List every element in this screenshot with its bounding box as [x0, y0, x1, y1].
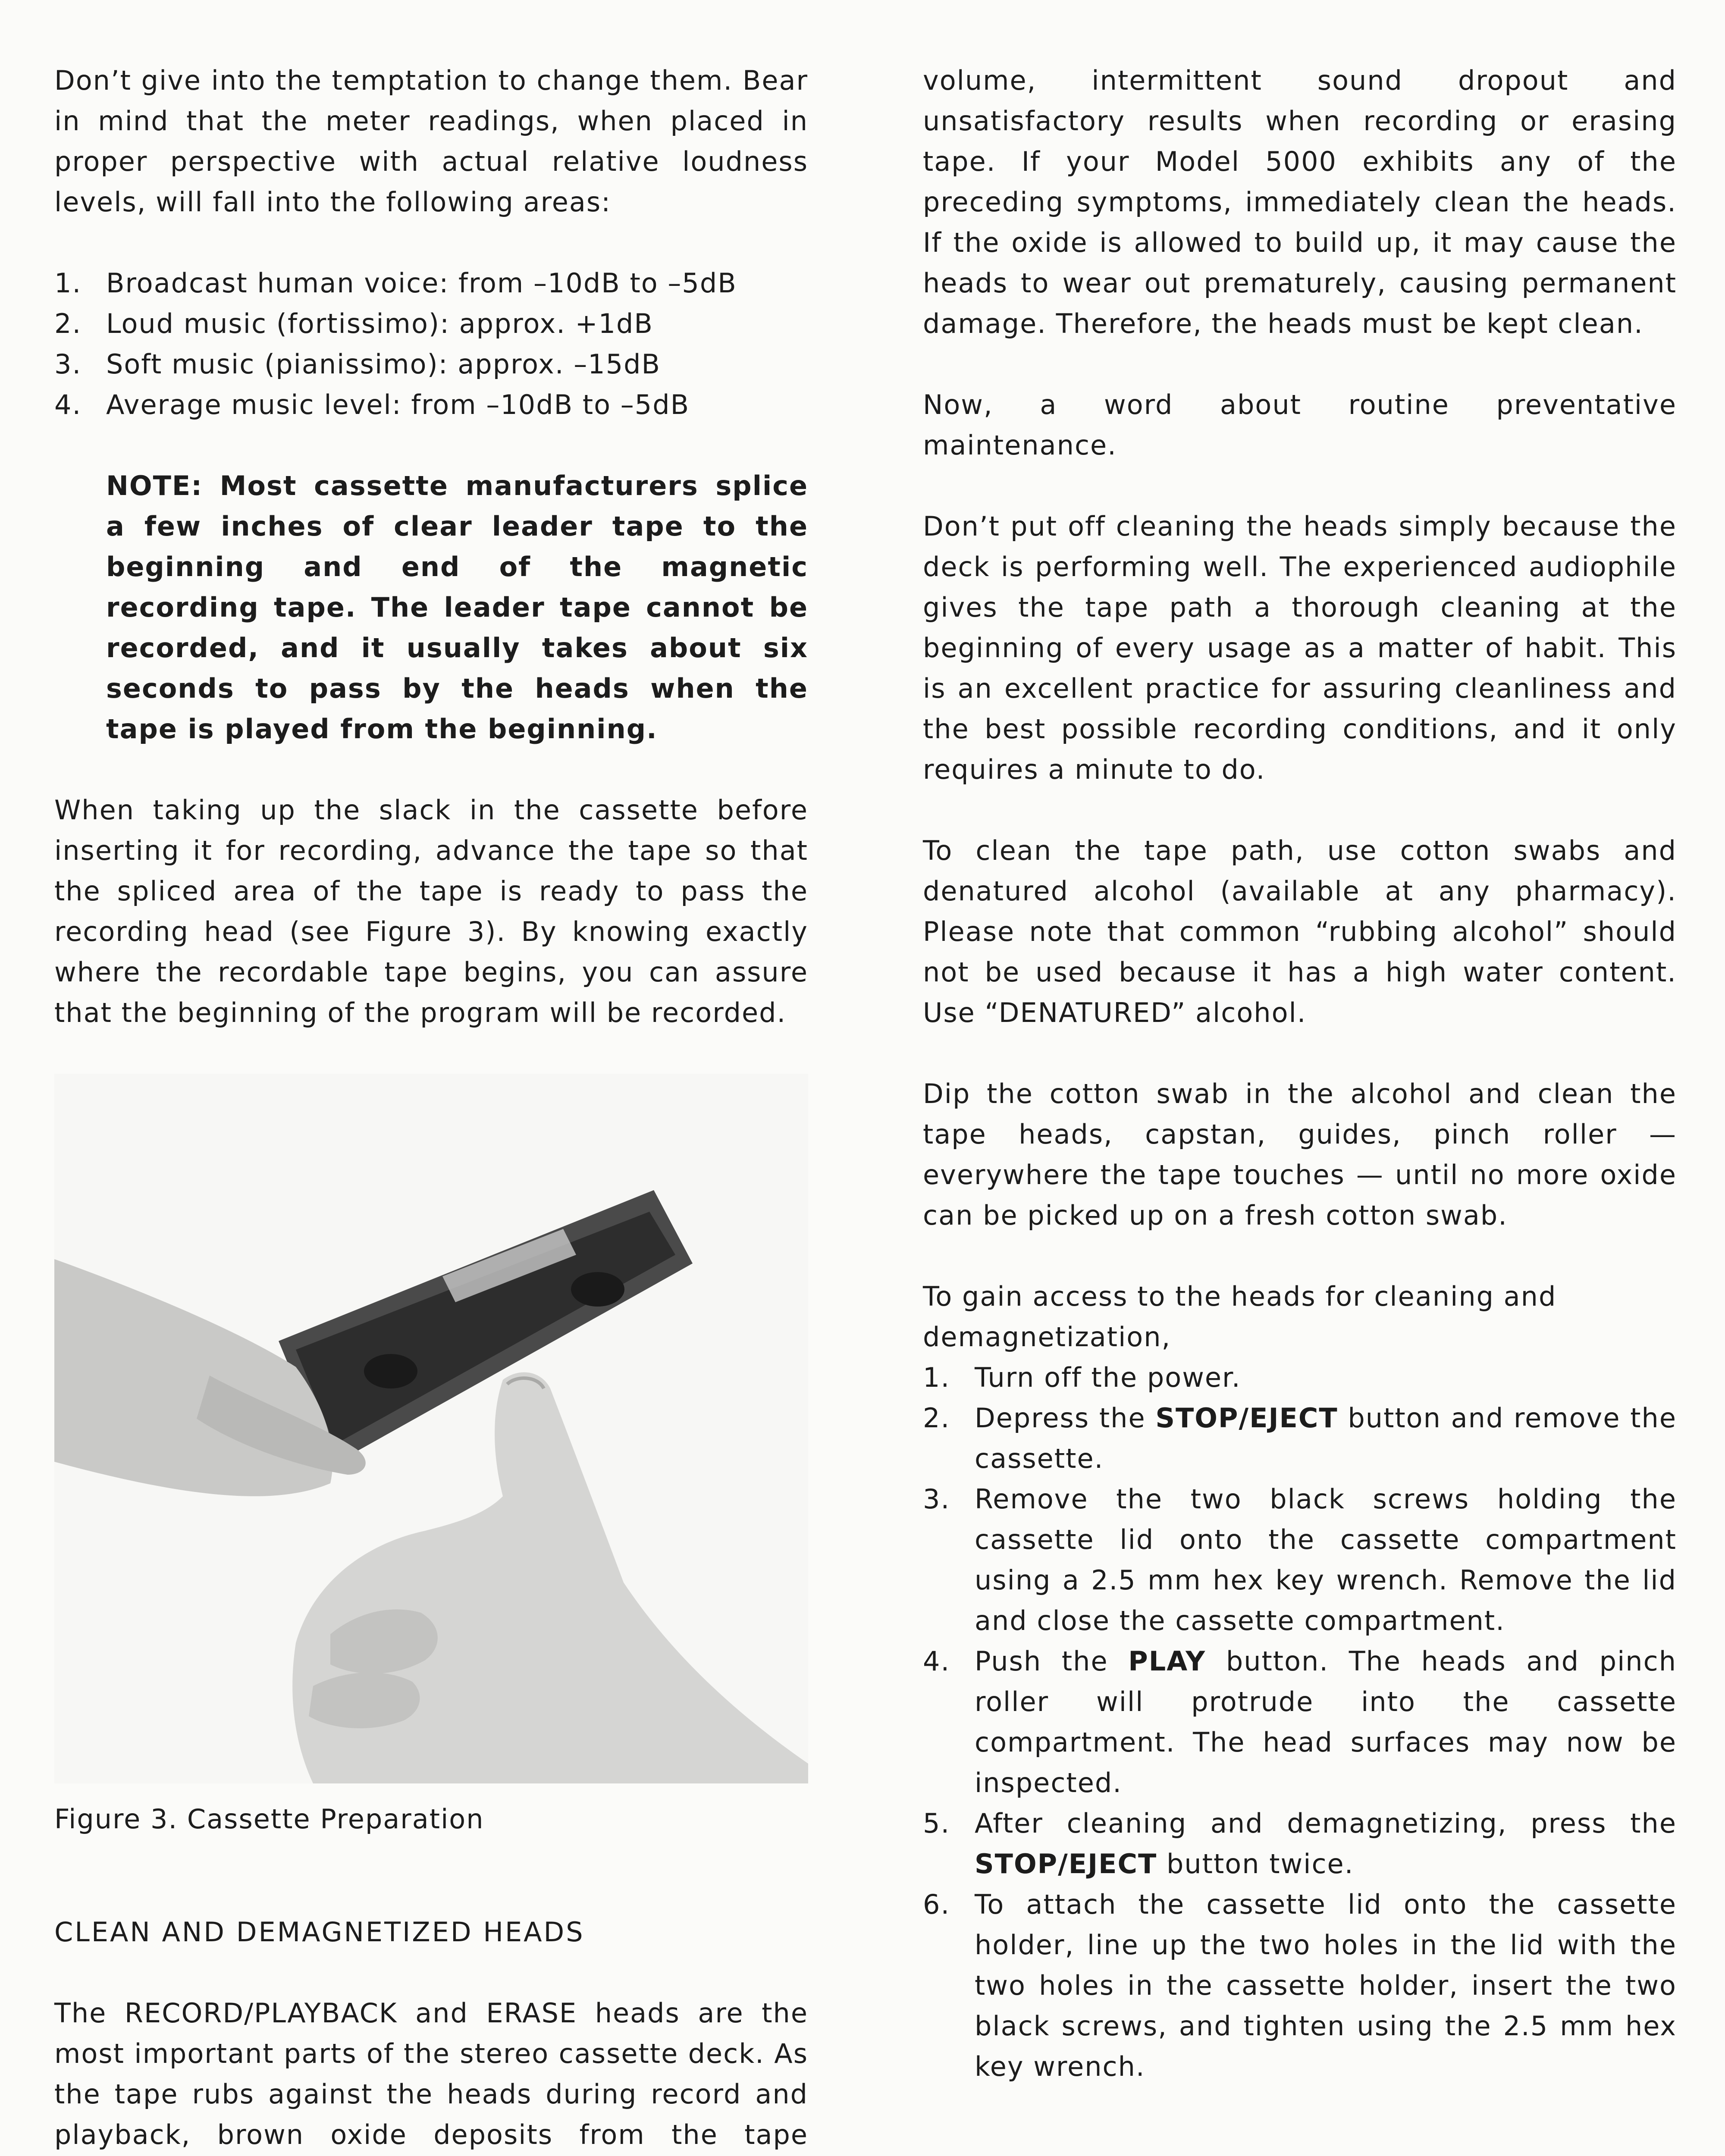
step-text-part: After cleaning and demagnetizing, press the: [975, 1808, 1677, 1839]
step-text: [975, 1398, 1677, 1479]
list-item: [54, 344, 808, 385]
access-intro: To gain access to the heads for cleaning and demagnetization,: [923, 1281, 1557, 1353]
step-number: 5.: [923, 1808, 950, 1839]
list-item-text: Loud music (fortissimo): approx. +1dB: [106, 308, 653, 339]
step-number: 1.: [923, 1362, 950, 1393]
step-number: 3.: [923, 1483, 950, 1515]
right-column: [923, 60, 1677, 2156]
step-text: [975, 1357, 1677, 1398]
step-text-part: Depress the: [975, 1402, 1156, 1434]
list-item: [54, 263, 808, 304]
step-text-part: Remove the two black screws holding the cassette lid onto the cassette compartment using a 2.5 mm hex key wrench. Remove the lid and close the cassette compartment.: [975, 1483, 1677, 1636]
step-number: 4.: [923, 1645, 950, 1677]
clean-path-paragraph: To clean the tape path, use cotton swabs and denatured alcohol (available at any pharmacy). Please note that common “rubbing alcohol” should not be used because it has a high water content. Use “DENATURED” alcohol.: [923, 835, 1677, 1028]
left-column: [54, 60, 808, 2156]
step-text-part: Turn off the power.: [975, 1362, 1241, 1393]
step-text-part: button twice.: [1157, 1848, 1354, 1880]
list-item: [54, 304, 808, 344]
list-item: [923, 1641, 1677, 1803]
step-text: [975, 1884, 1677, 2087]
cassette-photo: [54, 1074, 808, 1783]
leader-tape-note: NOTE: Most cassette manufacturers splice a few inches of clear leader tape to the beginning and end of the magnetic recording tape. The leader tape cannot be recorded, and it usually takes about six seconds to pass by the heads when the tape is played from the beginning.: [106, 470, 808, 745]
list-item: [923, 1357, 1677, 1398]
access-steps-list: [923, 1357, 1677, 2087]
list-item: [923, 1479, 1677, 1641]
list-item-number: 4.: [54, 389, 82, 420]
figure-caption: Figure 3. Cassette Preparation: [54, 1803, 484, 1835]
dip-paragraph: Dip the cotton swab in the alcohol and clean the tape heads, capstan, guides, pinch roller — everywhere the tape touches — until no more oxide can be picked up on a fresh cotton swab.: [923, 1078, 1677, 1231]
slack-paragraph: When taking up the slack in the cassette before inserting it for recording, advance the tape so that the spliced area of the tape is ready to pass the recording head (see Figure 3). By knowing exactly where the recordable tape begins, you can assure that the beginning of the program will be recorded.: [54, 794, 808, 1028]
step-text: [975, 1641, 1677, 1803]
habit-paragraph: Don’t put off cleaning the heads simply because the deck is performing well. The experienced audiophile gives the tape path a thorough cleaning at the beginning of every usage as a matter of habit. This is an excellent practice for assuring cleanliness and the best possible recording conditions, and it only requires a minute to do.: [923, 511, 1677, 785]
step-text-part: button. The heads and pinch roller will protrude into the cassette compartment. The head surfaces may now be inspected.: [975, 1645, 1677, 1799]
section-heading: CLEAN AND DEMAGNETIZED HEADS: [54, 1916, 585, 1948]
meter-levels-list: [54, 263, 808, 425]
list-item-text: Broadcast human voice: from –10dB to –5dB: [106, 267, 737, 299]
step-number: 6.: [923, 1889, 950, 1920]
step-text-part: button and remove the cassette.: [975, 1402, 1677, 1474]
step-text-part: To attach the cassette lid onto the cassette holder, line up the two holes in the lid with the two holes in the cassette holder, insert the two black screws, and tighten using the 2.5 mm hex key wrench.: [975, 1889, 1677, 2082]
list-item: [923, 1398, 1677, 1479]
maintenance-paragraph: Now, a word about routine preventative maintenance.: [923, 389, 1677, 461]
step-number: 2.: [923, 1402, 950, 1434]
step-text: [975, 1479, 1677, 1641]
heads-paragraph: The RECORD/PLAYBACK and ERASE heads are the most important parts of the stereo cassette deck. As the tape rubs against the heads during record and playback, brown oxide deposits from the tape: [54, 1997, 808, 2150]
list-item-text: Soft music (pianissimo): approx. –15dB: [106, 348, 661, 380]
continued-paragraph: volume, intermittent sound dropout and unsatisfactory results when recording or erasing tape. If your Model 5000 exhibits any of the preceding symptoms, immediately clean the heads. If the oxide is allowed to build up, it may cause the heads to wear out prematurely, causing permanent damage. Therefore, the heads must be kept clean.: [923, 65, 1677, 339]
step-text-part: Push the: [975, 1645, 1129, 1677]
list-item: [54, 385, 808, 425]
step-text-bold: STOP/EJECT: [975, 1848, 1157, 1880]
step-text-bold: STOP/EJECT: [1155, 1402, 1338, 1434]
list-item-text: Average music level: from –10dB to –5dB: [106, 389, 690, 420]
list-item-number: 3.: [54, 348, 82, 380]
list-item: [923, 1884, 1677, 2087]
intro-paragraph: Don’t give into the temptation to change them. Bear in mind that the meter readings, when placed in proper perspective with actual relative loudness levels, will fall into the following areas:: [54, 65, 808, 218]
list-item-number: 1.: [54, 267, 82, 299]
step-text-bold: PLAY: [1128, 1645, 1206, 1677]
list-item: [923, 1803, 1677, 1884]
hand-holding-cassette-illustration: [54, 1074, 808, 1783]
step-text: [975, 1803, 1677, 1884]
list-item-number: 2.: [54, 308, 82, 339]
